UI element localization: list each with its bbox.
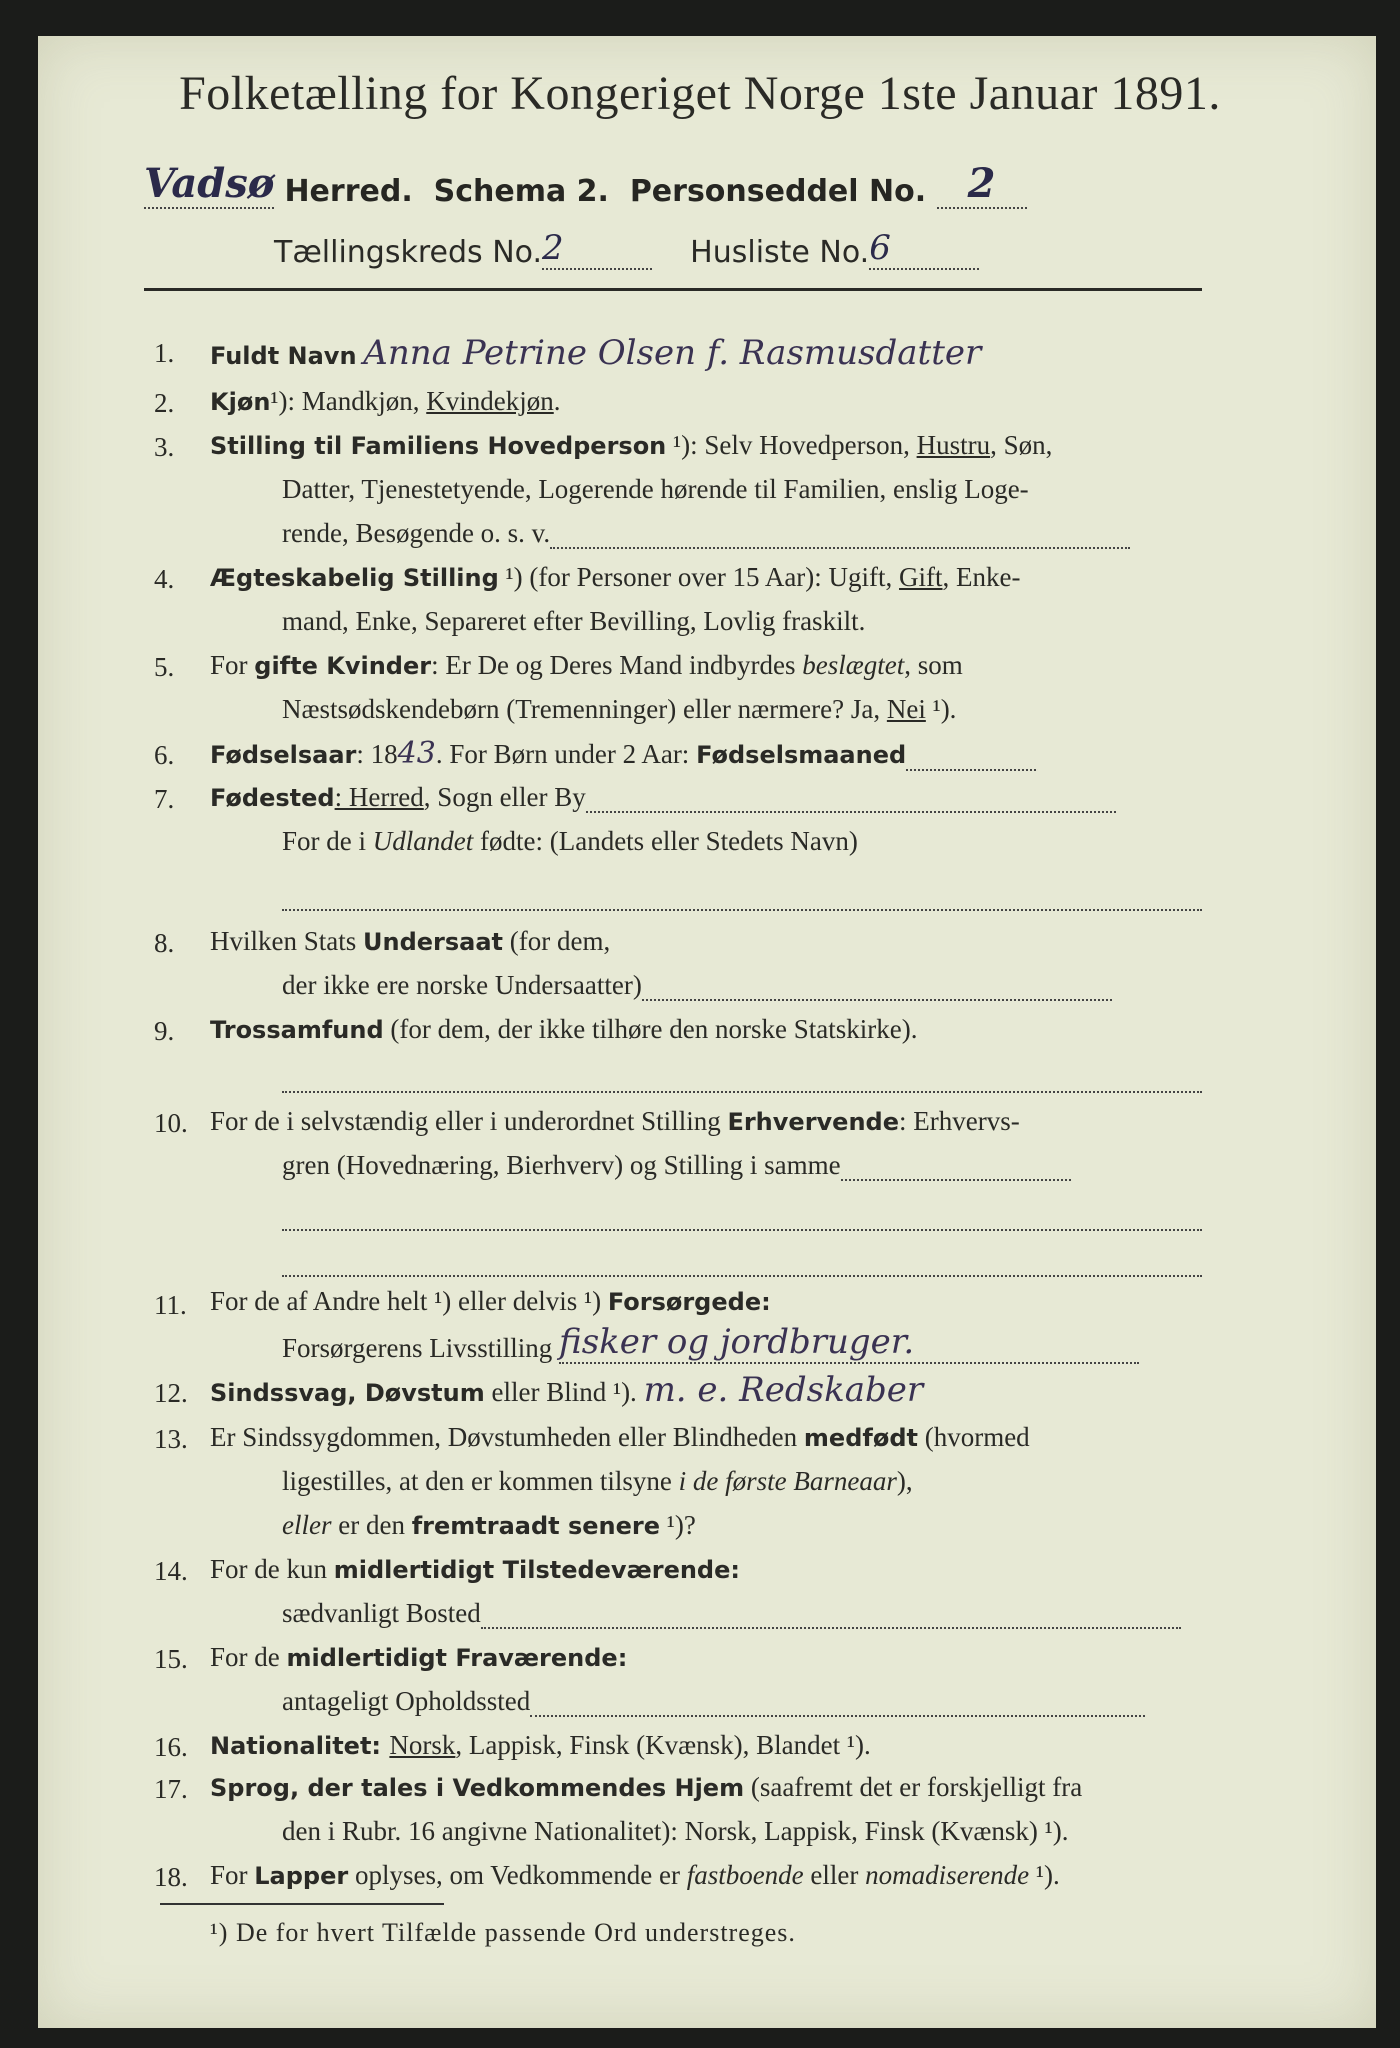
taellingskreds-line: Tællingskreds No.2 Husliste No.6 — [274, 228, 979, 270]
item-14-line1: For de kun midlertidigt Tilstedeværende: — [210, 1554, 740, 1584]
item-8-line2: der ikke ere norske Undersaatter) — [282, 970, 1112, 1001]
item-7-line1: Fødested: Herred, Sogn eller By — [210, 782, 1116, 813]
item-10-line1: For de i selvstændig eller i underordnet Stilling Erhvervende: Erhvervs- — [210, 1106, 1020, 1136]
item-number: 13. — [154, 1424, 188, 1454]
item-1-name: Fuldt Navn Anna Petrine Olsen f. Rasmusdatter — [210, 333, 982, 373]
item-16-nationality: Nationalitet: Norsk, Lappisk, Finsk (Kvænsk), Blandet ¹). — [210, 1730, 871, 1760]
item-number: 14. — [154, 1556, 188, 1586]
item-4-line2: mand, Enke, Separeret efter Bevilling, Lovlig fraskilt. — [282, 606, 866, 636]
item-7-line2: For de i Udlandet fødte: (Landets eller Stedets Navn) — [282, 826, 858, 856]
item-6-birthyear: Fødselsaar: 1843. For Børn under 2 Aar: Fødselsmaaned — [210, 736, 1036, 771]
item-15-line1: For de midlertidigt Fraværende: — [210, 1642, 628, 1672]
item-3-line3: rende, Besøgende o. s. v. — [282, 518, 1130, 549]
item-number: 16. — [154, 1732, 188, 1762]
item-11-line1: For de af Andre helt ¹) eller delvis ¹) Forsørgede: — [210, 1286, 771, 1316]
item-13-line3: eller er den fremtraadt senere ¹)? — [282, 1510, 696, 1540]
item-10-blank-2 — [282, 1246, 1202, 1277]
item-number: 10. — [154, 1108, 188, 1138]
taellingskreds-number: 2 — [542, 228, 564, 268]
item-2-sex: Kjøn¹): Mandkjøn, Kvindekjøn. — [210, 386, 561, 416]
item-number: 17. — [154, 1774, 188, 1804]
item-number: 12. — [154, 1378, 188, 1408]
item-14-line2: sædvanligt Bosted — [282, 1598, 1181, 1629]
form-title: Folketælling for Kongeriget Norge 1ste Januar 1891. — [179, 67, 1221, 120]
item-10-blank-1 — [282, 1200, 1202, 1231]
item-number: 15. — [154, 1644, 188, 1674]
item-15-line2: antageligt Opholdssted — [282, 1686, 1145, 1717]
item-13-line2: ligestilles, at den er kommen tilsyne i de første Barneaar), — [282, 1466, 913, 1496]
item-number: 2. — [154, 388, 175, 418]
item-number: 4. — [154, 564, 175, 594]
item-10-line2: gren (Hovednæring, Bierhverv) og Stilling i samme — [282, 1150, 1071, 1181]
item-number: 6. — [154, 740, 175, 770]
item-3-line2: Datter, Tjenestetyende, Logerende hørende til Familien, enslig Loge- — [282, 474, 1029, 504]
personseddel-number: 2 — [967, 160, 996, 207]
item-13-line1: Er Sindssygdommen, Døvstumheden eller Blindheden medfødt (hvormed — [210, 1422, 1030, 1452]
footnote: ¹) De for hvert Tilfælde passende Ord understreges. — [210, 1918, 796, 1947]
footnote-rule — [160, 1903, 444, 1905]
item-number: 1. — [154, 338, 175, 368]
item-17-line1: Sprog, der tales i Vedkommendes Hjem (saafremt det er forskjelligt fra — [210, 1772, 1083, 1802]
item-number: 5. — [154, 652, 175, 682]
item-5-line2: Næstsødskendebørn (Tremenninger) eller nærmere? Ja, Nei ¹). — [282, 694, 957, 724]
item-9-blank — [282, 1062, 1202, 1093]
item-12-line1: Sindssvag, Døvstum eller Blind ¹). m. e. Redskaber — [210, 1370, 924, 1410]
item-number: 11. — [154, 1290, 187, 1320]
item-7-blank — [282, 880, 1202, 911]
disability-handwritten: m. e. Redskaber — [643, 1370, 924, 1410]
full-name-handwritten: Anna Petrine Olsen f. Rasmusdatter — [363, 333, 982, 373]
herred-value: Vadsø — [144, 160, 275, 207]
husliste-number: 6 — [869, 228, 891, 268]
item-3-line1: Stilling til Familiens Hovedperson ¹): Selv Hovedperson, Hustru, Søn, — [210, 430, 1053, 460]
item-4-line1: Ægteskabelig Stilling ¹) (for Personer over 15 Aar): Ugift, Gift, Enke- — [210, 562, 1021, 592]
birth-year-handwritten: 43 — [397, 736, 436, 771]
item-11-line2: Forsørgerens Livsstilling fisker og jordbruger. — [282, 1322, 1139, 1364]
item-9-line1: Trossamfund (for dem, der ikke tilhøre den norske Statskirke). — [210, 1014, 918, 1044]
item-5-line1: For gifte Kvinder: Er De og Deres Mand indbyrdes beslægtet, som — [210, 650, 963, 680]
item-number: 9. — [154, 1016, 175, 1046]
item-number: 18. — [154, 1862, 188, 1892]
item-17-line2: den i Rubr. 16 angivne Nationalitet): Norsk, Lappisk, Finsk (Kvænsk) ¹). — [282, 1816, 1069, 1846]
item-number: 8. — [154, 928, 175, 958]
item-8-line1: Hvilken Stats Undersaat (for dem, — [210, 926, 611, 956]
item-number: 3. — [154, 432, 175, 462]
herred-line: Vadsø Herred. Schema 2. Personseddel No. 2 — [144, 160, 1027, 209]
item-number: 7. — [154, 784, 175, 814]
provider-occupation-handwritten: fisker og jordbruger. — [559, 1322, 915, 1362]
item-18-line1: For Lapper oplyses, om Vedkommende er fastboende eller nomadiserende ¹). — [210, 1860, 1060, 1890]
header-rule — [144, 288, 1202, 291]
